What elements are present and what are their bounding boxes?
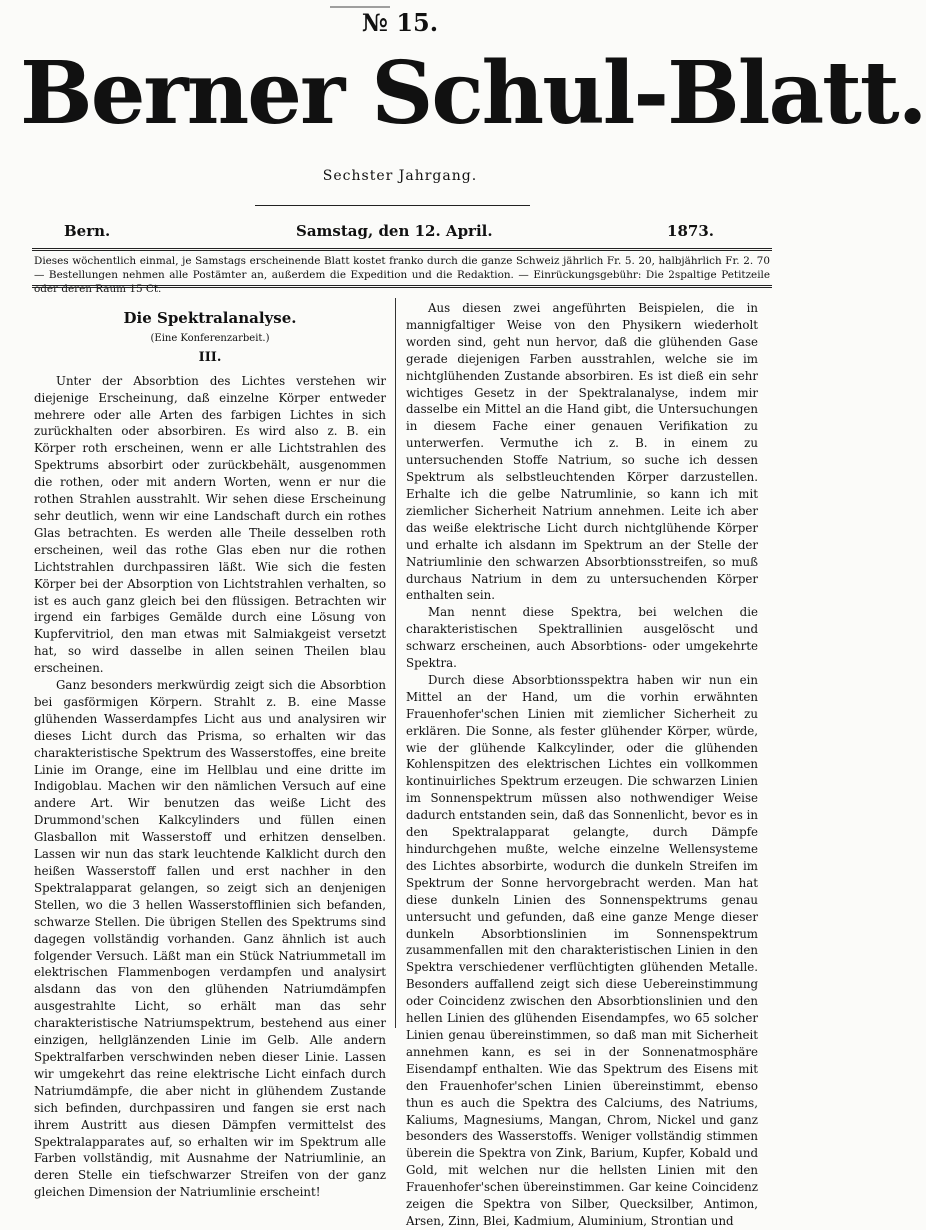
paragraph: Aus diesen zwei angeführten Beispielen, die in mannigfaltiger Weise von den Physikern wiederholt worden sind, geht nun hervor, daß die glühenden Gase gerade diejenigen Farben ausstrahlen, welche sie im nichtglühenden Zustande absorbiren. Es ist dieß ein sehr wichtiges Gesetz in der Spektralanalyse, indem mir dasselbe ein Mittel an die Hand gibt, die Untersuchungen in diesem Fache einer genauen Verifikation zu unterwerfen. Vermuthe ich z. B. in einem zu untersuchenden Stoffe Natrium, so suche ich dessen Spektrum als selbstleuchtenden Körper darzustellen. Erhalte ich die gelbe Natrumlinie, so kann ich mit ziemlicher Sicherheit Natrium annehmen. Leite ich aber das weiße elektrische Licht durch nichtglühende Körper und erhalte ich alsdann im Spektrum an der Stelle der Natriumlinie den schwarzen Absorbtionsstreifen, so muß durchaus Natrium in dem zu untersuchenden Körper enthalten sein. [406, 301, 758, 603]
left-column [34, 300, 386, 1201]
dateline-date: Samstag, den 12. April. [296, 222, 493, 240]
notice-top-rule [32, 248, 772, 251]
issue-number: № 15. [361, 8, 439, 37]
article-title: Die Spektralanalyse. [123, 309, 297, 327]
notice-bottom-rule [32, 285, 772, 288]
subscription-notice: Dieses wöchentlich einmal, je Samstags erscheinende Blatt kostet franko durch die ganze Schweiz jährlich Fr. 5. 20, halbjährlich Fr. 2. 70 — Bestellungen nehmen alle Postämter an, außerdem die Expedition und die Redaktion. — Einrückungsgebühr: Die 2spaltige Petitzeile oder deren Raum 15 Ct. [34, 255, 770, 295]
article-subtitle: (Eine Konferenzarbeit.) [150, 332, 270, 344]
paragraph: Durch diese Absorbtionsspektra haben wir nun ein Mittel an der Hand, um die vorhin erwähnten Frauenhofer'schen Linien mit ziemlicher Sicherheit zu erklären. Die Sonne, als fester glühender Körper, würde, wie der glühende Kalkcylinder, oder die glühenden Kohlenspitzen des elektrischen Lichtes ein vollkommen kontinuirliches Spektrum erzeugen. Die schwarzen Linien im Sonnenspektrum müssen also nothwendiger Weise dadurch entstanden sein, daß das Sonnenlicht, bevor es in den Spektralapparat gelangte, durch Dämpfe hindurchgehen mußte, welche einzelne Wellensysteme des Lichtes absorbirte, wodurch die dunkeln Streifen im Spektrum der Sonne hervorgebracht werden. Man hat diese dunkeln Linien des Sonnenspektrums genau untersucht und gefunden, daß eine ganze Menge dieser dunkeln Absorbtionslinien im Sonnenspektrum zusammenfallen mit den charakteristischen Linien in den Spektra verschiedener verflüchtigten glühenden Metalle. Besonders auffallend zeigt sich diese Uebereinstimmung oder Coincidenz zwischen den Absorbtionslinien und den hellen Linien des glühenden Eisendampfes, wo 65 solcher Linien genau übereinstimmen, so daß man mit Sicherheit annehmen kann, es sei in der Sonnenatmosphäre Eisendampf enthalten. Wie das Spektrum des Eisens mit den Frauenhofer'schen Linien übereinstimmt, ebenso thun es auch die Spektra des Calciums, des Natriums, Kaliums, Magnesiums, Mangan, Chrom, Nickel und ganz besonders des Wasserstoffs. Weniger vollständig stimmen überein die Spektra von Zink, Barium, Kupfer, Kobald und Gold, mit welchen nur die hellsten Linien mit den Frauenhofer'schen übereinstimmen. Gar keine Coincidenz zeigen die Spektra von Silber, Quecksilber, Antimon, Arsen, Zinn, Blei, Kadmium, Aluminium, Strontian und [406, 672, 758, 1228]
dateline-year: 1873. [667, 222, 714, 240]
paragraph: Ganz besonders merkwürdig zeigt sich die Absorbtion bei gasförmigen Körpern. Strahlt z. B. eine Masse glühenden Wasserdampfes Licht aus und analysiren wir dieses Licht durch das Prisma, so erhalten wir das charakteristische Spektrum des Wasserstoffes, eine breite Linie im Orange, eine im Hellblau und eine dritte im Indigoblau. Machen wir den nämlichen Versuch auf eine andere Art. Wir benutzen das weiße Licht des Drummond'schen Kalkcylinders und füllen einen Glasballon mit Wasserstoff und erhitzen denselben. Lassen wir nun das stark leuchtende Kalklicht durch den heißen Wasserstoff fallen und erst nachher in den Spektralapparat gelangen, so zeigt sich an denjenigen Stellen, wo die 3 hellen Wasserstofflinien sich befanden, schwarze Stellen. Die übrigen Stellen des Spektrums sind dagegen vollständig vorhanden. Ganz ähnlich ist auch folgender Versuch. Läßt man ein Stück Natriummetall im elektrischen Flammenbogen verdampfen und analysirt alsdann das von den glühenden Natriumdämpfen ausgestrahlte Licht, so erhält man das sehr charakteristische Natriumspektrum, bestehend aus einer einzigen, hellglänzenden Linie im Gelb. Alle andern Spektralfarben verschwinden neben dieser Linie. Lassen wir umgekehrt das reine elektrische Licht einfach durch Natriumdämpfe, die aber nicht in glühendem Zustande sich befinden, durchpassiren und fangen sie erst nach ihrem Austritt aus diesen Dämpfen vermittelst des Spektralapparates auf, so erhalten wir im Spektrum alle Farben vollständig, mit Ausnahme der Natriumlinie, an deren Stelle ein tiefschwarzer Streifen von der ganz gleichen Dimension der Natriumlinie erscheint! [34, 678, 386, 1200]
paragraph: Man nennt diese Spektra, bei welchen die charakteristischen Spektrallinien ausgelöscht und schwarz erscheinen, auch Absorbtions- oder umgekehrte Spektra. [406, 605, 758, 671]
paragraph: Unter der Absorbtion des Lichtes verstehen wir diejenige Erscheinung, daß einzelne Körper entweder mehrere oder alle Arten des farbigen Lichtes in sich zurückhalten oder absorbiren. Es wird also z. B. ein Körper roth erscheinen, wenn er alle Lichtstrahlen des Spektrums absorbirt oder zurückbehält, ausgenommen die rothen, oder mit andern Worten, wenn er nur die rothen Strahlen ausstrahlt. Wir sehen diese Erscheinung sehr deutlich, wenn wir eine Landschaft durch ein rothes Glas betrachten. Es werden alle Theile desselben roth erscheinen, weil das rothe Glas eben nur die rothen Lichtstrahlen durchpassiren läßt. Wie sich die festen Körper bei der Absorption von Lichtstrahlen verhalten, so ist es auch ganz gleich bei den flüssigen. Betrachten wir irgend ein farbiges Gemälde durch eine Lösung von Kupfervitriol, den man etwas mit Salmiakgeist versetzt hat, so wird dasselbe in allen seinen Theilen blau erscheinen. [34, 373, 386, 676]
masthead-divider [255, 205, 530, 206]
article-part-number: III. [198, 349, 222, 365]
masthead-title: Berner Schul-Blatt. [20, 43, 926, 144]
dateline-city: Bern. [64, 222, 111, 240]
top-edge-mark [330, 0, 390, 8]
column-divider [395, 298, 396, 1028]
right-column [406, 300, 758, 1230]
masthead-subtitle: Sechster Jahrgang. [322, 168, 478, 184]
dateline [64, 222, 714, 244]
